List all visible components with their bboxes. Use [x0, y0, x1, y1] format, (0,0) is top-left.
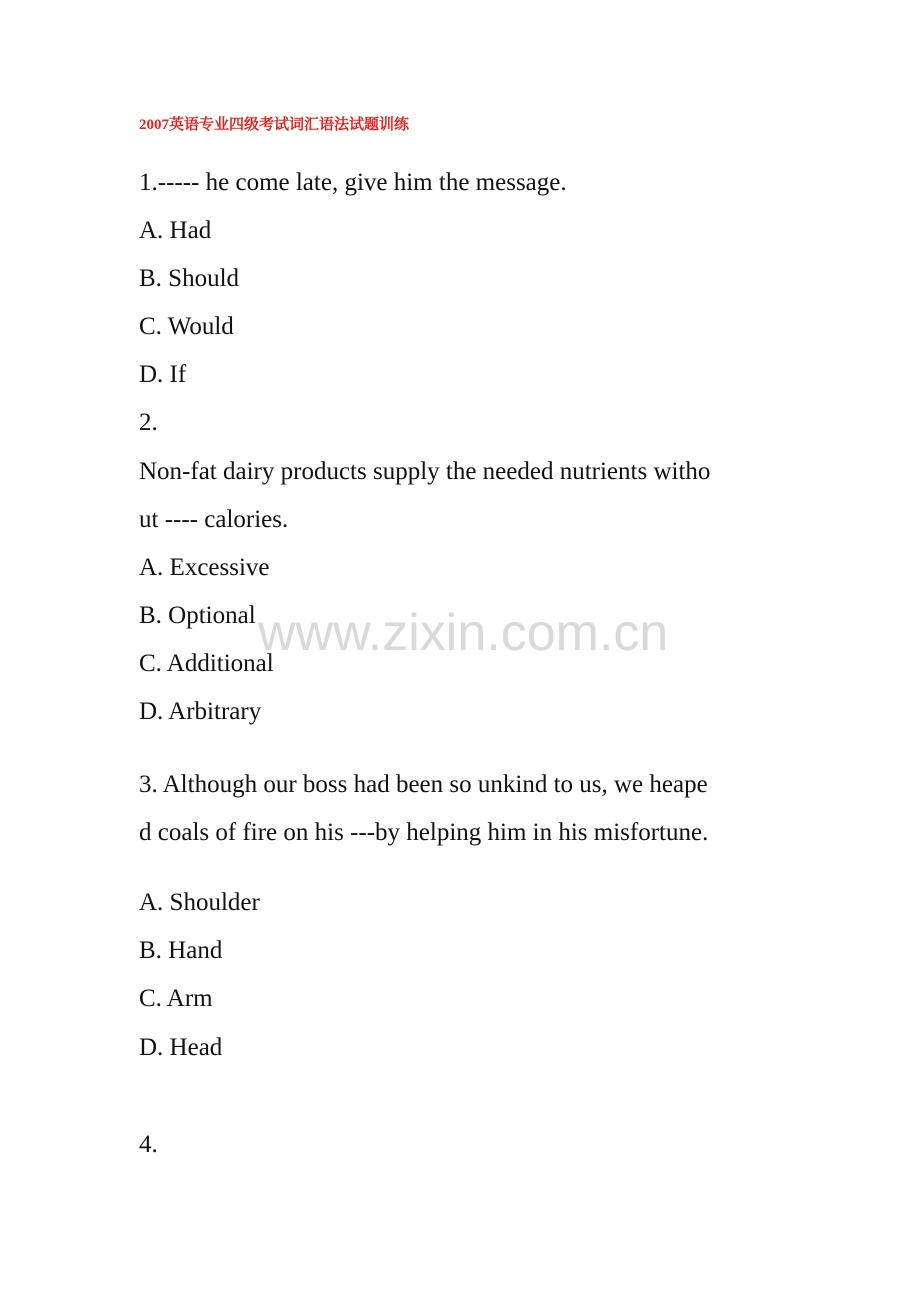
question-2-option-c: C. Additional — [139, 650, 274, 677]
question-3-option-d: D. Head — [139, 1034, 223, 1061]
question-1-option-a: A. Had — [139, 217, 212, 244]
watermark: www.zixin.com.cn — [258, 604, 669, 662]
question-2-option-b: B. Optional — [139, 602, 256, 629]
question-1-option-d: D. If — [139, 361, 187, 388]
question-2-stem-line-1: Non-fat dairy products supply the needed nutrients witho — [139, 458, 711, 485]
question-4-number: 4. — [139, 1131, 158, 1158]
question-3-stem-line-2: d coals of fire on his ---by helping him in his misfortune. — [139, 819, 709, 846]
question-2-number: 2. — [139, 409, 158, 436]
document-title: 2007英语专业四级考试词汇语法试题训练 — [139, 117, 410, 133]
question-2-stem-line-2: ut ---- calories. — [139, 506, 289, 533]
question-3-option-c: C. Arm — [139, 985, 213, 1012]
question-2-option-d: D. Arbitrary — [139, 698, 262, 725]
question-3-stem-line-1: 3. Although our boss had been so unkind to us, we heape — [139, 771, 708, 798]
question-1-stem: 1.----- he come late, give him the message. — [139, 169, 567, 196]
question-2-option-a: A. Excessive — [139, 554, 270, 581]
question-1-option-c: C. Would — [139, 313, 234, 340]
question-1-option-b: B. Should — [139, 265, 240, 292]
question-3-option-b: B. Hand — [139, 937, 223, 964]
question-3-option-a: A. Shoulder — [139, 889, 260, 916]
